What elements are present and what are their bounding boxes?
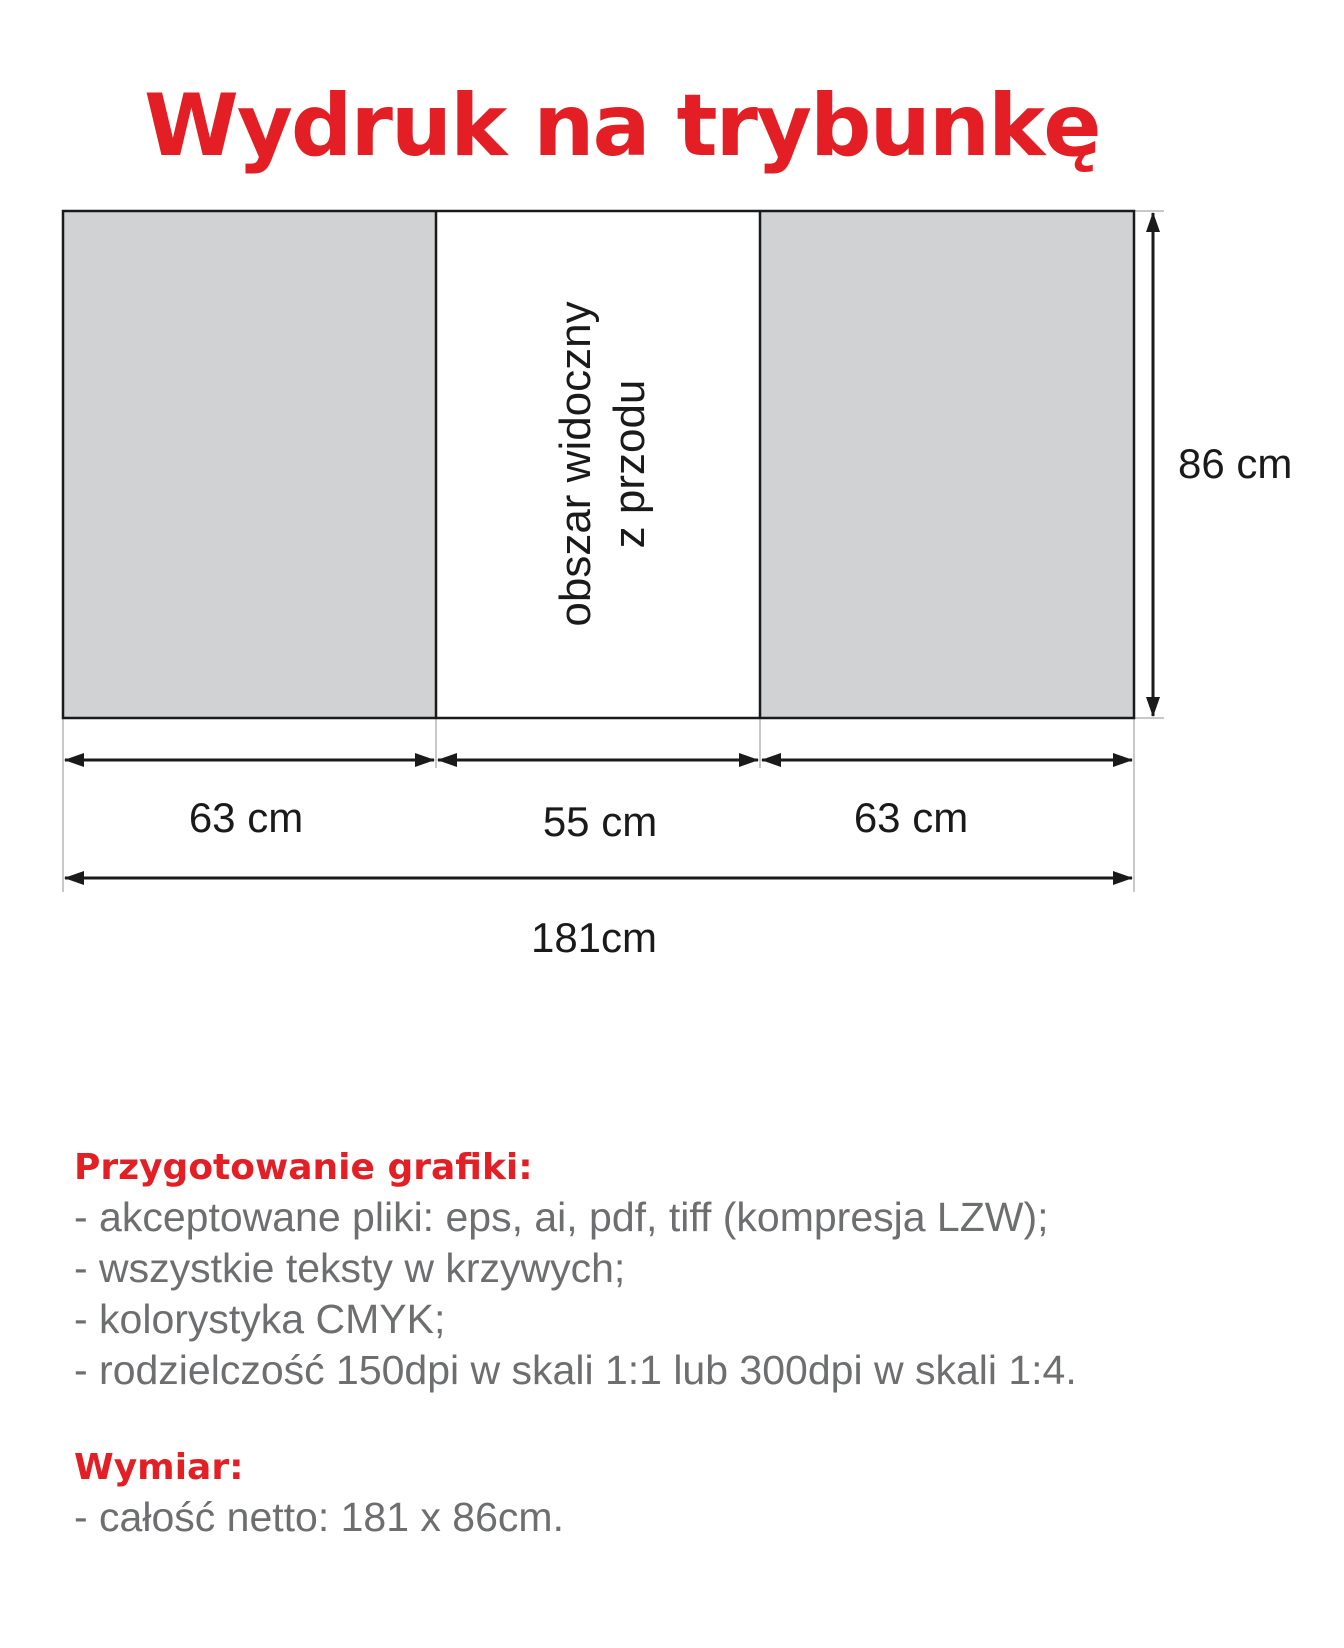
center-width-label: 55 cm <box>542 798 658 845</box>
height-label: 86 cm <box>1178 440 1293 487</box>
spec-item-net-size: - całość netto: 181 x 86cm. <box>74 1494 564 1540</box>
spec-item-resolution: - rodzielczość 150dpi w skali 1:1 lub 300dpi w skali 1:4. <box>74 1347 1077 1393</box>
graphics-prep-heading: Przygotowanie grafiki: <box>74 1147 533 1188</box>
spec-item-text-curves: - wszystkie teksty w krzywych; <box>74 1245 626 1291</box>
right-width-label: 63 cm <box>853 794 969 841</box>
dimension-heading: Wymiar: <box>74 1447 244 1488</box>
specifications <box>74 1144 1294 1543</box>
right-side-panel <box>760 211 1134 718</box>
center-label-line2: z przodu <box>605 379 654 549</box>
center-label-line1: obszar widoczny <box>551 301 600 627</box>
spec-item-color-mode: - kolorystyka CMYK; <box>74 1296 446 1342</box>
dimension-list <box>74 1492 1294 1543</box>
total-width-label: 181cm <box>530 914 658 961</box>
spec-item-file-formats: - akceptowane pliki: eps, ai, pdf, tiff (kompresja LZW); <box>74 1194 1049 1240</box>
left-side-panel <box>63 211 436 718</box>
graphics-prep-list <box>74 1192 1294 1396</box>
page-title: Wydruk na trybunkę <box>144 76 1100 176</box>
left-width-label: 63 cm <box>188 794 304 841</box>
